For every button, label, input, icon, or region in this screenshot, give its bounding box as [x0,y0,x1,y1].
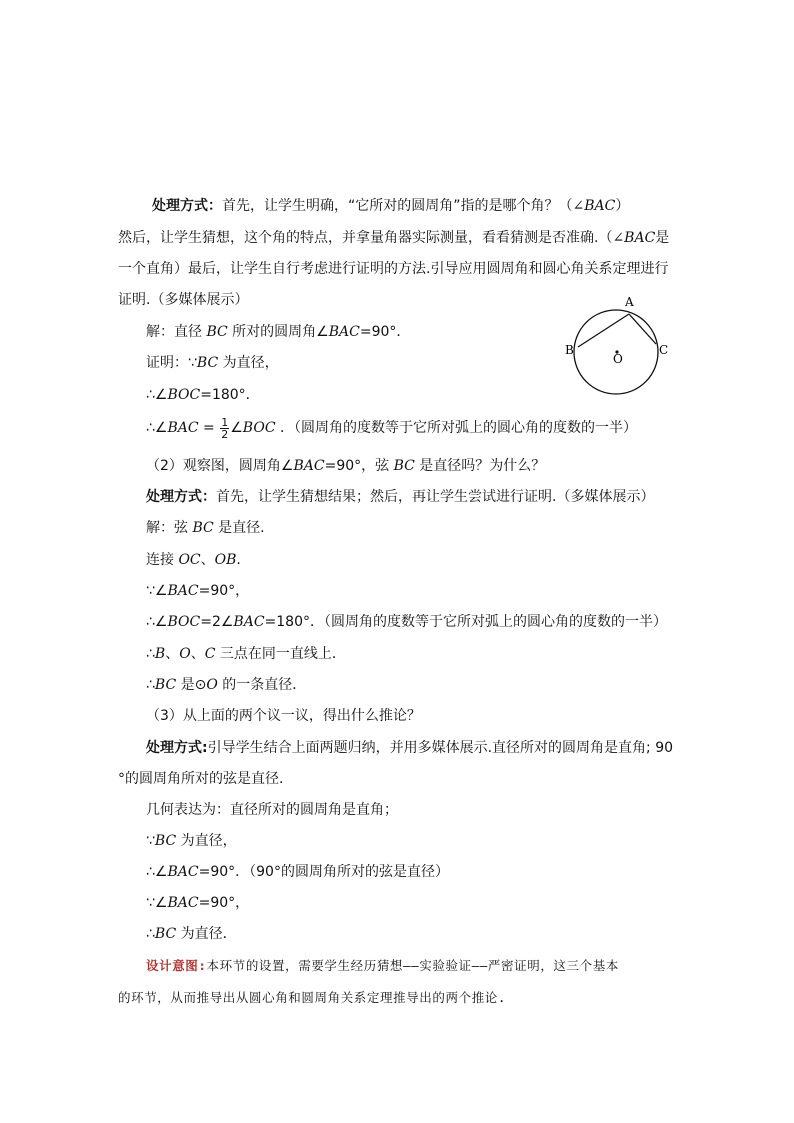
paragraph-line: 一个直角）最后，让学生自行考虑进行证明的方法.引导应用圆周角和圆心角关系定理进行 [118,261,669,277]
solution-line: 解：弦 BC 是直径. [146,520,265,536]
proof-line: ∴B、O、C 三点在同一直线上． [146,646,346,662]
proof-line: ∴∠BAC=90°．（90°的圆周角所对的弦是直径） [146,864,449,880]
method-paragraph-2: 处理方式：首先，让学生猜想结果；然后，再让学生尝试进行证明.（多媒体展示） [146,489,655,505]
method-label: 处理方式： [152,198,222,214]
label-o: O [613,352,623,366]
design-intent-line: 的环节，从而推导出从圆心角和圆周角关系定理推导出的两个推论. [118,990,507,1005]
design-intent-line: 设计意图:本环节的设置，需要学生经历猜想——实验验证——严密证明，这三个基本 [146,958,619,973]
solution-line: 解：直径 BC 所对的圆周角∠BAC=90°． [146,324,411,340]
proof-line: ∴BC 是⊙O 的一条直径． [146,677,307,693]
chord-ac [629,314,656,344]
proof-line: 连接 OC、OB. [146,552,241,568]
method-paragraph-3: 处理方式:引导学生结合上面两题归纳，并用多媒体展示.直径所对的圆周角是直角; 90 [146,740,674,756]
paragraph-line: 证明.（多媒体展示） [118,292,249,308]
paragraph-line: 然后，让学生猜想，这个角的特点，并拿量角器实际测量，看看猜测是否准确.（∠BAC是 [118,230,670,246]
proof-line: ∵∠BAC=90°， [146,895,250,911]
question-2: （2）观察图，圆周角∠BAC=90°，弦 BC 是直径吗？为什么？ [146,458,546,474]
circle-diagram [555,292,675,402]
design-intent-label: 设计意图: [146,958,207,973]
proof-line: ∴∠BOC=2∠BAC=180°．（圆周角的度数等于它所对弧上的圆心角的度数的一半） [146,614,667,630]
method-label: 处理方式: [146,740,208,756]
method-paragraph-1: 处理方式：首先，让学生明确，“它所对的圆周角”指的是哪个角？（∠BAC） [152,198,630,214]
label-c: C [659,343,669,357]
proof-line: ∵BC 为直径， [146,833,237,849]
proof-line: ∴∠BOC=180°． [146,387,260,403]
proof-line: ∴BC 为直径． [146,926,237,942]
question-3: （3）从上面的两个议一议，得出什么推论？ [146,708,421,724]
method-label: 处理方式： [146,489,216,505]
paragraph-line: °的圆周角所对的弦是直径. [118,771,284,787]
label-b: B [565,343,574,357]
fraction-one-half: $\frac{1}{2}$ [221,415,229,441]
label-a: A [625,295,634,309]
proof-line-fraction: ∴∠BAC = $\frac{1}{2}$ ∠BOC ．（圆周角的度数等于它所对弧上的圆心角的度数的一半） [146,415,637,441]
proof-line: 证明：∵BC 为直径， [146,355,279,371]
proof-line: ∵∠BAC=90°， [146,583,250,599]
geometry-expression: 几何表达为：直径所对的圆周角是直角； [146,802,398,818]
chord-ba [578,314,629,347]
